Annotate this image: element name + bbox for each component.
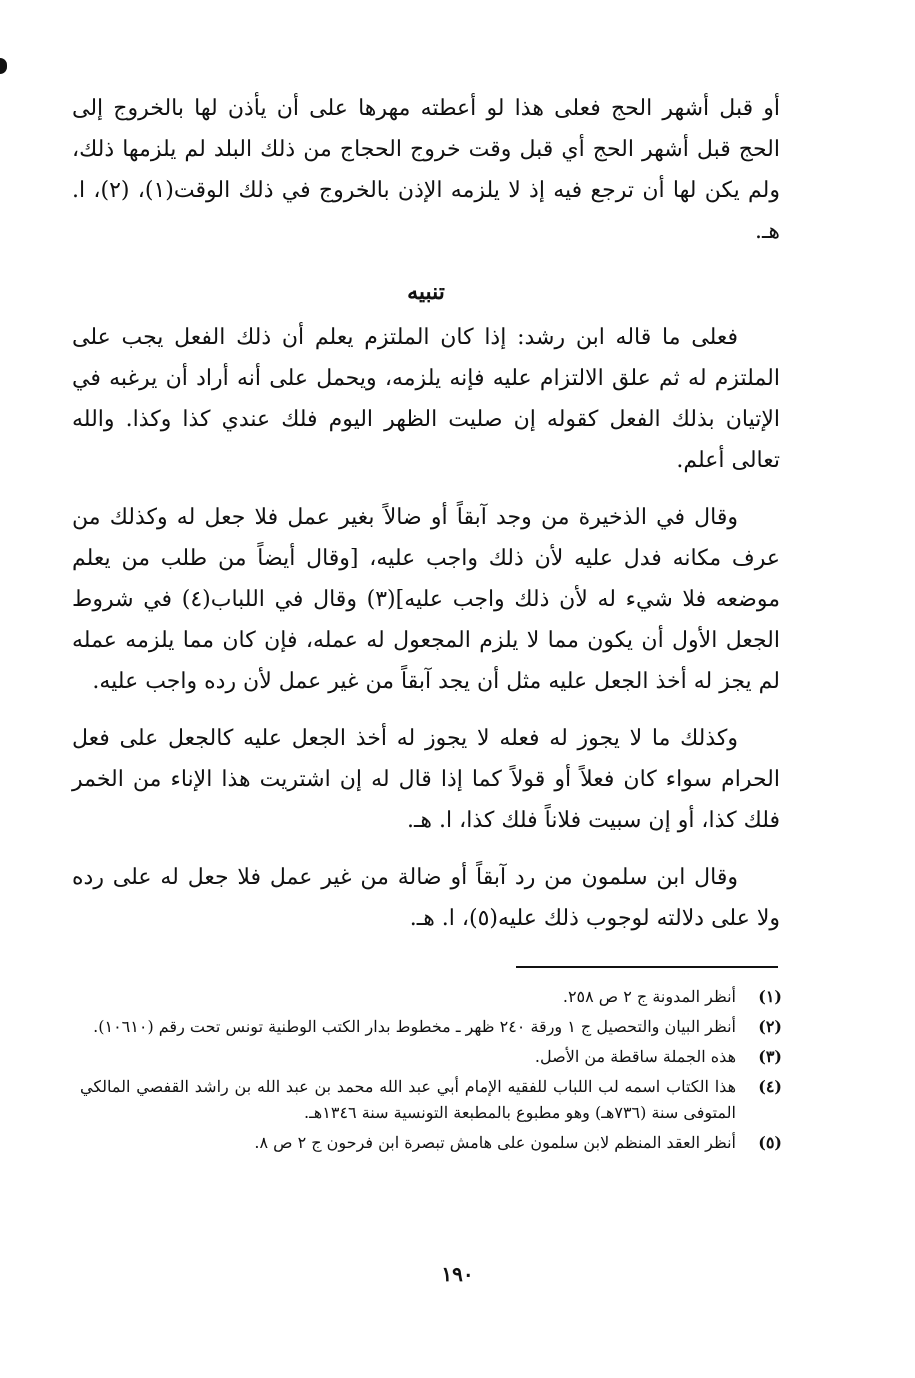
- paragraph-2: فعلى ما قاله ابن رشد: إذا كان الملتزم يعلم أن ذلك الفعل يجب على الملتزم له ثم علق الالتزام عليه فإنه يلزمه، ويحمل على أنه أراد أن يرغبه في الإتيان بذلك الفعل كقوله إن صليت الظهر اليوم فلك عندي كذا وكذا. والله تعالى أعلم.: [72, 325, 780, 473]
- footnote: [80, 984, 782, 1010]
- paragraph-3: وقال في الذخيرة من وجد آبقاً أو ضالاً بغير عمل فلا جعل له وكذلك من عرف مكانه فدل عليه لأن ذلك واجب عليه، [وقال أيضاً من طلب من يعلم موضعه فلا شيء له لأن ذلك واجب عليه](٣) وقال في اللباب(٤) في شروط الجعل الأول أن يكون مما لا يلزم المجعول له عمله، فإن كان مما يلزمه عمله لم يجز له أخذ الجعل عليه مثل أن يجد آبقاً من غير عمل لأن رده واجب عليه.: [72, 505, 780, 694]
- footnote-text: أنظر المدونة ج ٢ ص ٢٥٨.: [562, 987, 736, 1006]
- footnote-number: (٢): [758, 1017, 782, 1036]
- footnote-number: (٥): [758, 1133, 782, 1152]
- footnote-number: (١): [758, 987, 782, 1006]
- footnotes: [80, 984, 782, 1160]
- footnote: [80, 1130, 782, 1156]
- section-heading: تنبيه: [407, 279, 445, 305]
- footnote-text: هذا الكتاب اسمه لب اللباب للفقيه الإمام أبي عبد الله محمد بن عبد الله بن راشد القفصي المالكي المتوفى سنة (٧٣٦هـ) وهو مطبوع بالمطبعة التونسية سنة ١٣٤٦هـ.: [80, 1077, 737, 1122]
- footnote-number: (٤): [758, 1077, 782, 1096]
- footnote: [80, 1074, 782, 1126]
- main-text: [72, 88, 780, 939]
- footnote: [80, 1014, 782, 1040]
- footnote-text: أنظر البيان والتحصيل ج ١ ورقة ٢٤٠ ظهر ـ مخطوط بدار الكتب الوطنية تونس تحت رقم (١٠٦١٠).: [93, 1017, 736, 1036]
- paragraph-1: أو قبل أشهر الحج فعلى هذا لو أعطته مهرها على أن يأذن لها بالخروج إلى الحج قبل أشهر الحج أي قبل وقت خروج الحجاج من ذلك البلد لم يلزمها ذلك، ولم يكن لها أن ترجع فيه إذ لا يلزمه الإذن بالخروج في ذلك الوقت(١)، (٢)، ا. هـ.: [72, 96, 780, 244]
- footnote-text: أنظر العقد المنظم لابن سلمون على هامش تبصرة ابن فرحون ج ٢ ص ٨.: [254, 1133, 736, 1152]
- paragraph-5: وقال ابن سلمون من رد آبقاً أو ضالة من غير عمل فلا جعل له على رده ولا على دلالته لوجوب ذلك عليه(٥)، ا. هـ.: [72, 865, 780, 931]
- scan-corner-mark: [0, 58, 7, 74]
- footnote-text: هذه الجملة ساقطة من الأصل.: [534, 1047, 736, 1066]
- page-number: ١٩٠: [441, 1262, 474, 1286]
- footnote: [80, 1044, 782, 1070]
- footnote-divider: [516, 966, 778, 968]
- footnote-number: (٣): [758, 1047, 782, 1066]
- paragraph-4: وكذلك ما لا يجوز له فعله لا يجوز له أخذ الجعل عليه كالجعل على فعل الحرام سواء كان فعلاً أو قولاً كما إذا قال له إن اشتريت هذا الإناء من الخمر فلك كذا، أو إن سبيت فلاناً فلك كذا، ا. هـ.: [72, 726, 780, 833]
